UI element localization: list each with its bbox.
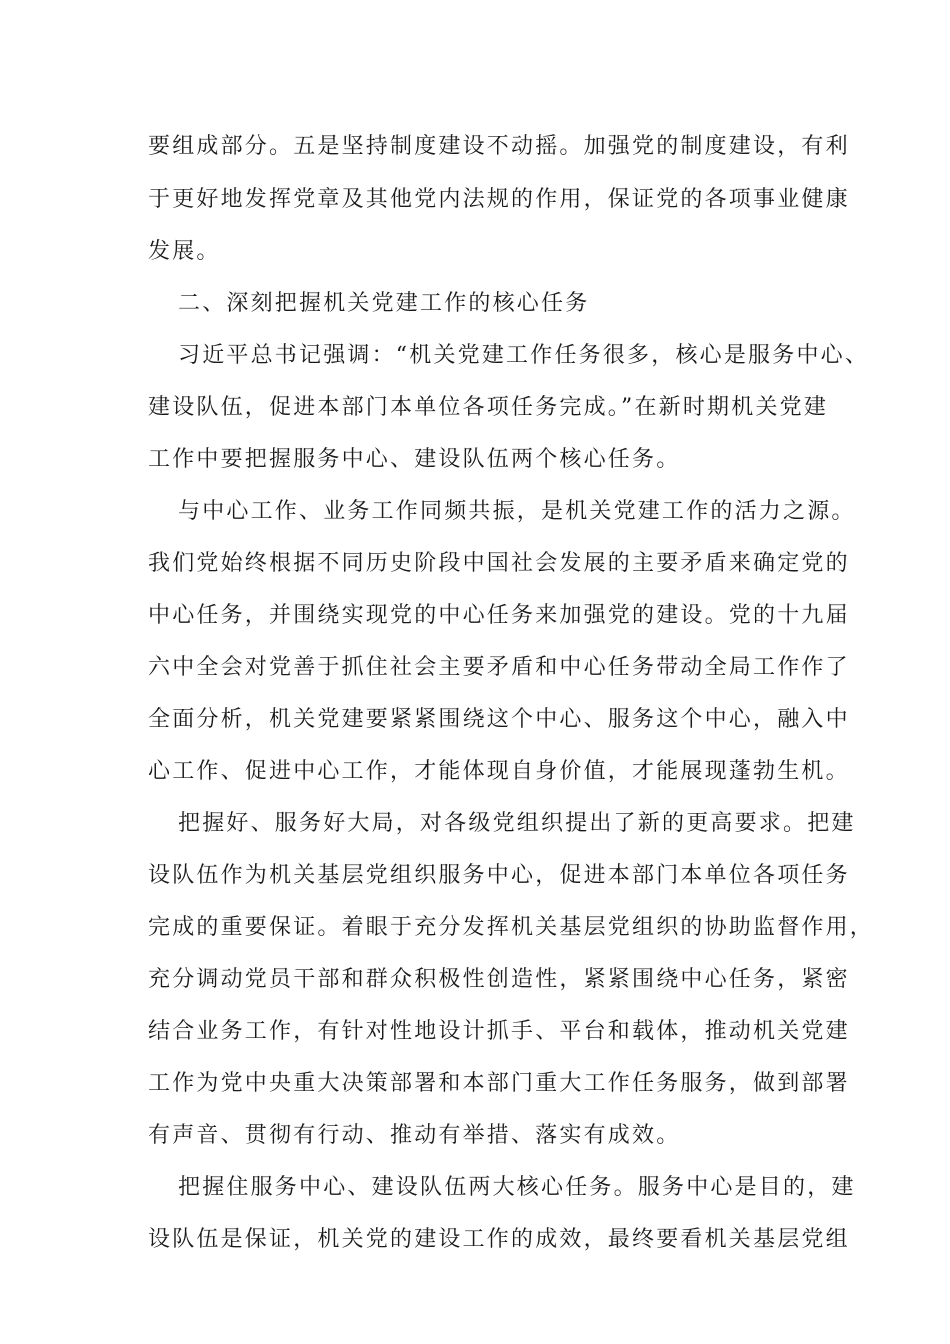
text-line: 设队伍是保证，机关党的建设工作的成效，最终要看机关基层党组 — [148, 1227, 850, 1252]
text-line: 把握住服务中心、建设队伍两大核心任务。服务中心是目的，建 — [178, 1175, 856, 1200]
text-line: 结合业务工作，有针对性地设计抓手、平台和载体，推动机关党建 — [148, 1019, 850, 1044]
text-line: 要组成部分。五是坚持制度建设不动摇。加强党的制度建设，有利 — [148, 134, 850, 159]
text-line: 心工作、促进中心工作，才能体现自身价值，才能展现蓬勃生机。 — [148, 759, 850, 784]
text-line: 全面分析，机关党建要紧紧围绕这个中心、服务这个中心，融入中 — [148, 707, 850, 732]
text-line: 习近平总书记强调：“机关党建工作任务很多，核心是服务中心、 — [178, 343, 870, 368]
text-line: 发展。 — [148, 239, 221, 264]
text-line: 设队伍作为机关基层党组织服务中心，促进本部门本单位各项任务 — [148, 863, 850, 888]
text-line: 完成的重要保证。着眼于充分发挥机关基层党组织的协助监督作用， — [148, 915, 875, 940]
text-line: 把握好、服务好大局，对各级党组织提出了新的更高要求。把建 — [178, 811, 856, 836]
text-line: 建设队伍，促进本部门本单位各项任务完成。”在新时期机关党建 — [148, 395, 829, 420]
text-line: 工作中要把握服务中心、建设队伍两个核心任务。 — [148, 447, 681, 472]
text-line: 与中心工作、业务工作同频共振，是机关党建工作的活力之源。 — [178, 499, 856, 524]
text-line: 充分调动党员干部和群众积极性创造性，紧紧围绕中心任务，紧密 — [148, 967, 850, 992]
text-line: 中心任务，并围绕实现党的中心任务来加强党的建设。党的十九届 — [148, 603, 850, 628]
text-line: 于更好地发挥党章及其他党内法规的作用，保证党的各项事业健康 — [148, 187, 850, 212]
text-line: 我们党始终根据不同历史阶段中国社会发展的主要矛盾来确定党的 — [148, 551, 850, 576]
section-heading: 二、深刻把握机关党建工作的核心任务 — [178, 291, 590, 316]
text-line: 有声音、贯彻有行动、推动有举措、落实有成效。 — [148, 1123, 681, 1148]
text-line: 工作为党中央重大决策部署和本部门重大工作任务服务，做到部署 — [148, 1071, 850, 1096]
text-line: 六中全会对党善于抓住社会主要矛盾和中心任务带动全局工作作了 — [148, 655, 850, 680]
